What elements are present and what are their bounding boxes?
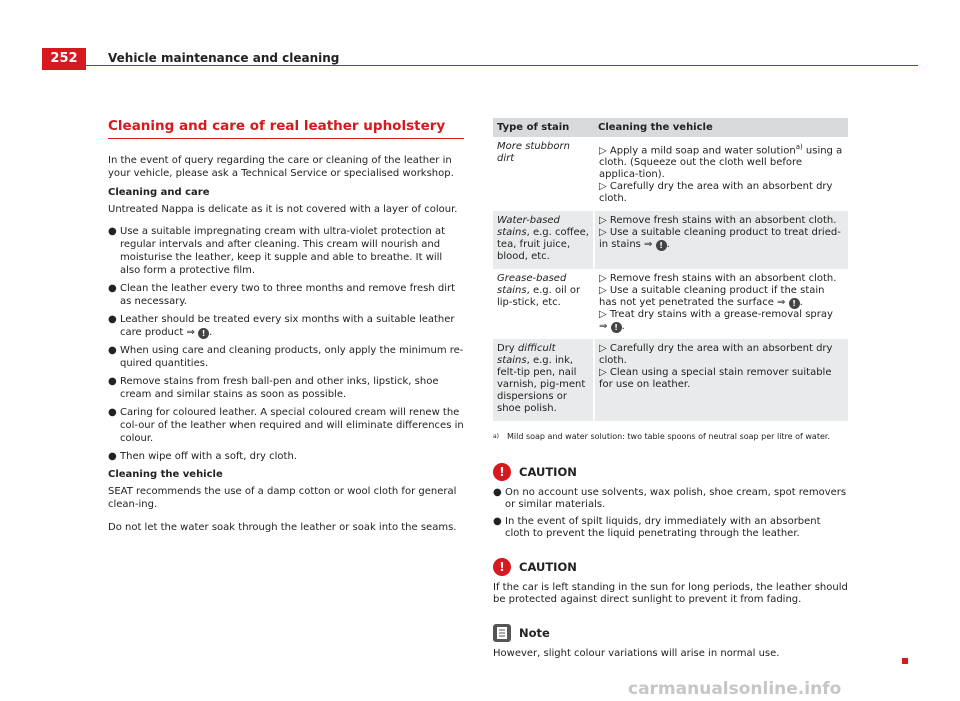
stain-type-cell: Water-based stains, e.g. coffee, tea, fruit juice, blood, etc. <box>493 211 594 269</box>
bullet-text: Leather should be treated every six months with a suitable leather care product ⇒ <box>120 314 455 338</box>
list-item <box>108 344 464 370</box>
warning-icon[interactable]: ! <box>198 328 209 339</box>
list-item <box>108 282 464 308</box>
vehicle-heading: Cleaning the vehicle <box>108 469 223 480</box>
right-column <box>493 118 848 678</box>
care-heading: Cleaning and care <box>108 187 210 198</box>
cleaning-step: ▷ Treat dry stains with a grease-removal spray ⇒ ! . <box>599 309 833 333</box>
cleaning-steps-cell <box>594 269 848 339</box>
stain-type-cell <box>493 137 594 211</box>
step-marker: ▷ <box>599 309 607 321</box>
cleaning-steps-cell <box>594 211 848 269</box>
vehicle-text: SEAT recommends the use of a damp cotton or wool cloth for general clean-ing. <box>108 486 457 510</box>
caution-text: On no account use solvents, wax polish, shoe cream, spot removers or similar materials. <box>505 487 847 511</box>
footnote-ref[interactable]: a) <box>795 143 803 151</box>
caution-box <box>493 463 848 540</box>
list-item: ● Leather should be treated every six months with a suitable leather care product ⇒ ! . <box>108 314 455 338</box>
warning-icon[interactable]: ! <box>611 322 622 333</box>
stain-table <box>493 118 848 421</box>
stain-type-cell: Dry difficult stains, e.g. ink, felt-tip pen, nail varnish, pig-ment dispersions or shoe polish. <box>493 339 594 421</box>
stain-type-cell: Grease-based stains, e.g. oil or lip-stick, etc. <box>493 269 594 339</box>
bullet-dot: ● <box>493 487 502 499</box>
bullet-text: Remove stains from fresh ball-pen and other inks, lipstick, shoe cream and similar stains as soon as possible. <box>120 376 439 400</box>
cleaning-step: ▷ Remove fresh stains with an absorbent cloth. <box>599 215 837 227</box>
table-header-row <box>493 118 848 137</box>
soak-text: Do not let the water soak through the leather or soak into the seams. <box>108 522 457 533</box>
column-header-stain: Type of stain <box>493 118 594 137</box>
cleaning-step: ▷ Remove fresh stains with an absorbent cloth. <box>599 273 837 285</box>
footnote-text: Mild soap and water solution: two table spoons of neutral soap per litre of water. <box>507 432 830 442</box>
cleaning-step: ▷ Clean using a special stain remover suitable for use on leather. <box>599 367 832 391</box>
bullet-text: When using care and cleaning products, only apply the minimum re-quired quantities. <box>120 345 464 369</box>
list-item <box>108 406 464 445</box>
cleaning-step: ▷ Use a suitable cleaning product if the stain has not yet penetrated the surface ⇒ ! . <box>599 285 825 309</box>
caution-title: CAUTION <box>519 560 577 575</box>
cleaning-steps-cell <box>594 137 848 211</box>
cleaning-step: ▷ Carefully dry the area with an absorbent dry cloth. <box>599 343 833 367</box>
bullet-text: Use a suitable impregnating cream with ultra-violet protection at regular intervals and after cleaning. This cream will nourish and moisturise the leather, keep it supple and able to breathe. It will also form a protective film. <box>120 226 446 276</box>
cleaning-step: ▷ Carefully dry the area with an absorbent dry cloth. <box>599 181 833 205</box>
footnote <box>493 431 848 443</box>
step-marker: ▷ <box>599 181 607 193</box>
table-row <box>493 269 848 339</box>
bullet-dot: ● <box>108 407 117 418</box>
table-row <box>493 339 848 421</box>
warning-icon[interactable]: ! <box>656 240 667 251</box>
bullet-dot: ● <box>108 345 117 356</box>
warning-icon[interactable]: ! <box>789 298 800 309</box>
caution-title: CAUTION <box>519 465 577 480</box>
caution-text: If the car is left standing in the sun for long periods, the leather should be protected against direct sunlight to prevent it from fading. <box>493 582 848 606</box>
cleaning-step: cloth. (Squeeze out the cloth well before applica-tion). <box>599 157 803 181</box>
list-item <box>108 375 464 401</box>
bullet-dot: ● <box>493 516 502 528</box>
caution-text: In the event of spilt liquids, dry immediately with an absorbent cloth to prevent the liquid penetrating through the leather. <box>505 516 821 540</box>
bullet-dot: ● <box>108 226 117 237</box>
section-rule <box>108 138 464 139</box>
page-number: 252 <box>42 48 86 70</box>
step-marker: ▷ <box>599 273 607 285</box>
end-marker <box>902 658 908 664</box>
step-marker: ▷ <box>599 367 607 379</box>
caution-box <box>493 558 848 606</box>
caution-icon: ! <box>493 558 511 576</box>
step-marker: ▷ <box>599 343 607 355</box>
bullet-text: Clean the leather every two to three months and remove fresh dirt as necessary. <box>120 283 456 307</box>
cleaning-steps-cell <box>594 339 848 421</box>
list-item <box>493 487 848 511</box>
list-item <box>493 516 848 540</box>
left-column <box>108 118 464 540</box>
step-marker: ▷ <box>599 227 607 239</box>
table-row <box>493 211 848 269</box>
cleaning-step: ▷ Apply a mild soap and water solution$^{a)}$ using a <box>599 143 843 157</box>
bullet-text: Caring for coloured leather. A special coloured cream will renew the col-our of the leather when required and will eliminate differences in colour. <box>120 407 464 444</box>
list-item <box>108 225 464 277</box>
cleaning-step: ▷ Use a suitable cleaning product to treat dried-in stains ⇒ ! . <box>599 227 841 251</box>
list-item <box>108 450 464 463</box>
stain-type: More stubborn dirt <box>497 141 570 164</box>
care-text: Untreated Nappa is delicate as it is not covered with a layer of colour. <box>108 204 458 215</box>
watermark: carmanualsonline.info <box>628 679 842 699</box>
footnote-mark: a) <box>493 433 500 441</box>
note-box <box>493 624 848 660</box>
caution-icon: ! <box>493 463 511 481</box>
bullet-dot: ● <box>108 283 117 294</box>
step-marker: ▷ <box>599 285 607 297</box>
header-rule <box>86 65 918 66</box>
bullet-text: Then wipe off with a soft, dry cloth. <box>120 451 297 462</box>
note-icon <box>493 624 511 642</box>
table-row <box>493 137 848 211</box>
bullet-dot: ● <box>108 451 117 462</box>
column-header-cleaning: Cleaning the vehicle <box>594 118 848 137</box>
bullet-dot: ● <box>108 376 117 387</box>
step-marker: ▷ <box>599 215 607 227</box>
bullet-dot: ● <box>108 314 117 325</box>
section-title: Cleaning and care of real leather upholstery <box>108 118 446 134</box>
step-marker: ▷ <box>599 145 607 157</box>
intro-paragraph: In the event of query regarding the care or cleaning of the leather in your vehicle, please ask a Technical Service or specialised workshop. <box>108 155 454 179</box>
running-title: Vehicle maintenance and cleaning <box>108 51 340 65</box>
note-text: However, slight colour variations will arise in normal use. <box>493 648 780 660</box>
note-title: Note <box>519 626 550 641</box>
